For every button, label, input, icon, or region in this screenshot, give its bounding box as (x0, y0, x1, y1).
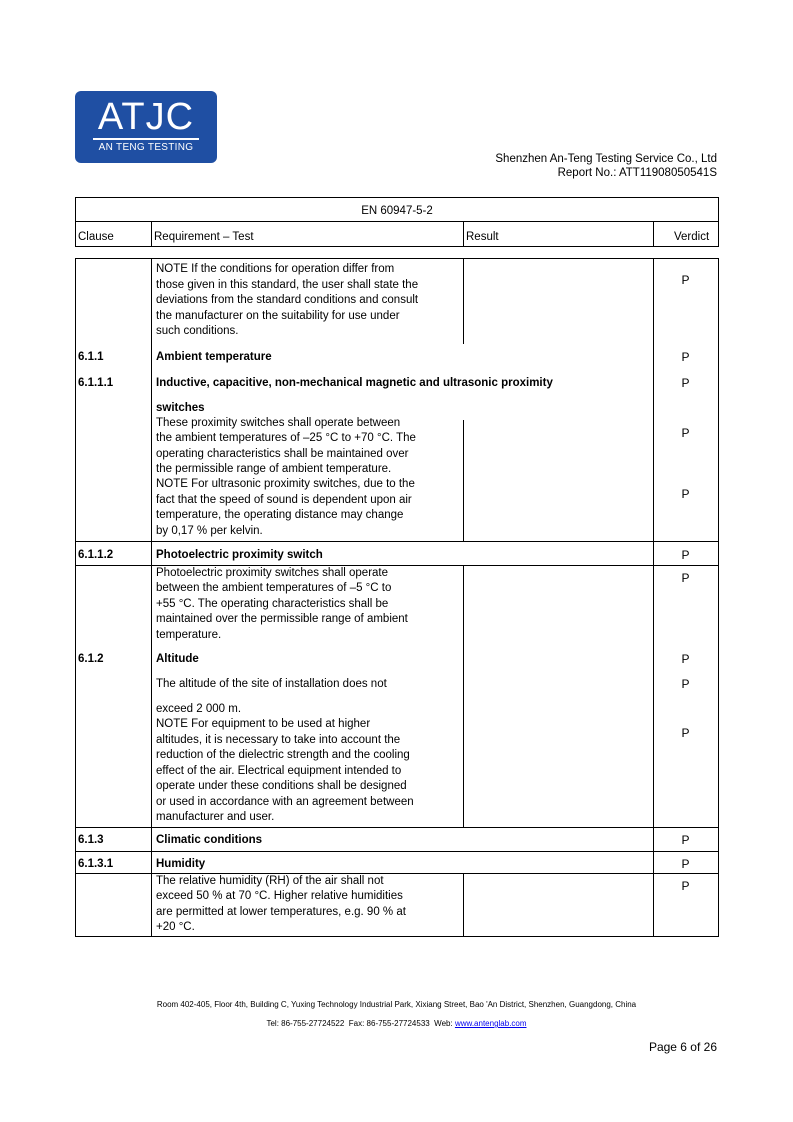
company-logo (75, 91, 217, 163)
verdict: P (681, 487, 690, 501)
clause-number: 6.1.2 (78, 653, 104, 665)
footer-tel: Tel: 86-755-27724522 (266, 1019, 345, 1028)
clause-number: 6.1.3 (78, 834, 104, 846)
section-heading: Inductive, capacitive, non-mechanical magnetic and ultrasonic proximity (156, 377, 553, 389)
verdict: P (681, 879, 690, 893)
logo-wordmark: ATJC (97, 96, 195, 138)
section-heading: Climatic conditions (156, 834, 263, 846)
verdict: P (681, 857, 690, 871)
verdict: P (681, 677, 690, 691)
verdict: P (681, 350, 690, 364)
clause-number: 6.1.3.1 (78, 858, 114, 870)
verdict: P (681, 426, 690, 440)
column-requirement: Requirement – Test (154, 231, 254, 243)
report-number: Report No.: ATT11908050541S (557, 167, 717, 179)
verdict: P (681, 376, 690, 390)
logo-divider (93, 138, 199, 140)
footer-address: Room 402-405, Floor 4th, Building C, Yuxing Technology Industrial Park, Xixiang Street, Bao 'An District, Shenzhen, Guangdong, China (156, 1000, 637, 1009)
verdict: P (681, 571, 690, 585)
section-heading: Humidity (156, 858, 206, 870)
section-heading: Ambient temperature (156, 351, 272, 363)
clause-number: 6.1.1.1 (78, 377, 114, 389)
column-result: Result (466, 231, 499, 243)
verdict: P (681, 726, 690, 740)
logo-subtitle: AN TENG TESTING (98, 142, 194, 153)
verdict: P (681, 833, 690, 847)
footer-web-label: Web: (434, 1019, 453, 1028)
page-number: Page 6 of 26 (648, 1040, 717, 1054)
standard-title: EN 60947-5-2 (361, 205, 433, 217)
section-heading: Altitude (156, 653, 199, 665)
website-link[interactable]: www.antenglab.com (454, 1019, 527, 1028)
verdict: P (681, 548, 690, 562)
clause-number: 6.1.1 (78, 351, 104, 363)
column-clause: Clause (78, 231, 114, 243)
company-name: Shenzhen An-Teng Testing Service Co., Ltd (495, 153, 717, 165)
section-heading: Photoelectric proximity switch (156, 549, 323, 561)
verdict: P (681, 273, 690, 287)
clause-number: 6.1.1.2 (78, 549, 114, 561)
column-verdict: Verdict (674, 231, 710, 243)
footer-contact (0, 1019, 793, 1028)
footer-fax: Fax: 86-755-27724533 (348, 1019, 430, 1028)
verdict: P (681, 652, 690, 666)
